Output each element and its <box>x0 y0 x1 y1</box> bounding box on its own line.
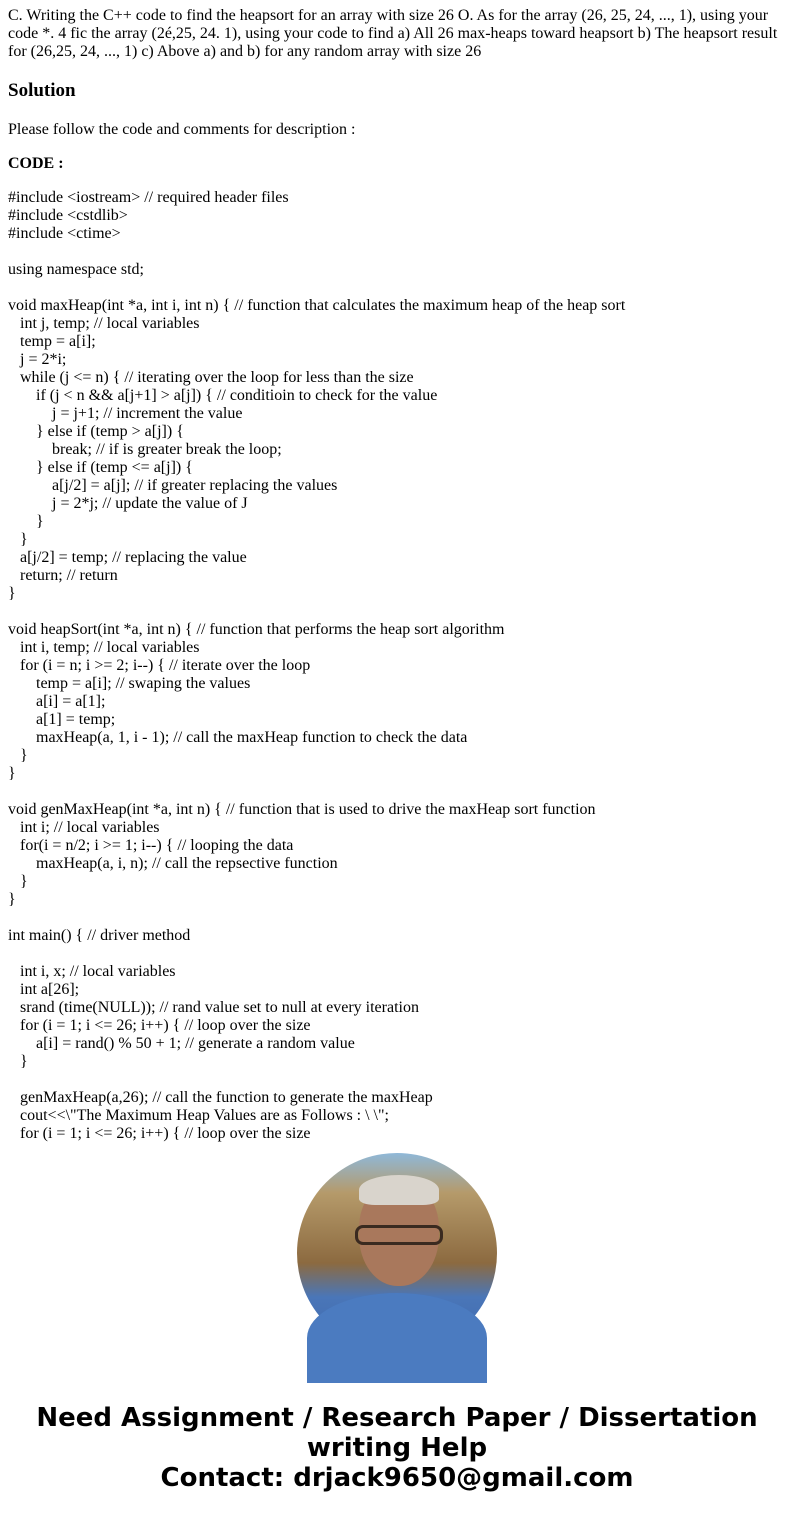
code-line: break; // if is greater break the loop; <box>8 441 282 458</box>
footer-line-1: Need Assignment / Research Paper / Dissertation <box>36 1403 758 1433</box>
code-line: return; // return <box>8 567 118 584</box>
footer-contact[interactable]: Contact: drjack9650@gmail.com <box>160 1463 634 1493</box>
code-line <box>8 279 788 297</box>
code-line: srand (time(NULL)); // rand value set to null at every iteration <box>8 999 419 1016</box>
code-line: void maxHeap(int *a, int i, int n) { // function that calculates the maximum heap of the heap sort <box>8 297 626 314</box>
code-line: j = 2*j; // update the value of J <box>8 495 248 512</box>
code-line: j = j+1; // increment the value <box>8 405 243 422</box>
code-line: a[1] = temp; <box>8 711 116 728</box>
code-line: } else if (temp <= a[j]) { <box>8 459 193 476</box>
code-line: int i, x; // local variables <box>8 963 176 980</box>
code-line: } <box>8 891 16 908</box>
code-line: a[i] = a[1]; <box>8 693 106 710</box>
code-line: temp = a[i]; // swaping the values <box>8 675 251 692</box>
code-line: maxHeap(a, i, n); // call the repsective function <box>8 855 338 872</box>
code-line: void heapSort(int *a, int n) { // function that performs the heap sort algorithm <box>8 621 505 638</box>
code-line: } else if (temp > a[j]) { <box>8 423 184 440</box>
code-line <box>8 783 788 801</box>
code-label: CODE : <box>8 155 64 172</box>
code-line: #include <cstdlib> <box>8 207 128 224</box>
code-block <box>8 189 788 1142</box>
code-line: if (j < n && a[j+1] > a[j]) { // conditioin to check for the value <box>8 387 438 404</box>
author-avatar <box>297 1153 497 1353</box>
code-line <box>8 243 788 261</box>
code-line: int main() { // driver method <box>8 927 191 944</box>
code-line: } <box>8 531 28 548</box>
code-line: j = 2*i; <box>8 351 67 368</box>
code-line: for(i = n/2; i >= 1; i--) { // looping the data <box>8 837 294 854</box>
code-line: maxHeap(a, 1, i - 1); // call the maxHeap function to check the data <box>8 729 468 746</box>
intro-text: Please follow the code and comments for description : <box>8 121 356 138</box>
code-line: } <box>8 873 28 890</box>
avatar-hair <box>359 1175 439 1205</box>
code-line: #include <iostream> // required header files <box>8 189 289 206</box>
code-line: for (i = 1; i <= 26; i++) { // loop over the size <box>8 1125 311 1142</box>
code-line: a[j/2] = a[j]; // if greater replacing the values <box>8 477 338 494</box>
code-line: int i; // local variables <box>8 819 160 836</box>
avatar-glasses <box>355 1225 443 1245</box>
footer-line-2: writing Help <box>306 1433 488 1463</box>
code-line <box>8 603 788 621</box>
code-line: } <box>8 1053 28 1070</box>
code-line: } <box>8 765 16 782</box>
code-line: void genMaxHeap(int *a, int n) { // function that is used to drive the maxHeap sort function <box>8 801 596 818</box>
code-line: } <box>8 585 16 602</box>
code-line: a[j/2] = temp; // replacing the value <box>8 549 247 566</box>
code-line: int i, temp; // local variables <box>8 639 200 656</box>
code-line: for (i = 1; i <= 26; i++) { // loop over the size <box>8 1017 311 1034</box>
code-line: } <box>8 747 28 764</box>
code-line: } <box>8 513 44 530</box>
question-text: C. Writing the C++ code to find the heapsort for an array with size 26 O. As for the array (26, 25, 24, ..., 1), using your code *. 4 fic the array (2é,25, 24. 1), using your code to find a) All 26 max-heaps toward heapsort b) The heapsort result for (26,25, 24, ..., 1) c) Above a) and b) for any random array with size 26 <box>8 7 778 60</box>
footer-banner <box>0 1403 794 1493</box>
solution-heading: Solution <box>8 80 76 101</box>
code-line: genMaxHeap(a,26); // call the function to generate the maxHeap <box>8 1089 433 1106</box>
code-line: using namespace std; <box>8 261 144 278</box>
code-line: while (j <= n) { // iterating over the loop for less than the size <box>8 369 414 386</box>
code-line: for (i = n; i >= 2; i--) { // iterate over the loop <box>8 657 311 674</box>
code-line <box>8 945 788 963</box>
avatar-shirt <box>307 1293 487 1383</box>
code-line: int j, temp; // local variables <box>8 315 200 332</box>
code-line: #include <ctime> <box>8 225 121 242</box>
code-line: int a[26]; <box>8 981 80 998</box>
code-line <box>8 1071 788 1089</box>
code-line: temp = a[i]; <box>8 333 96 350</box>
code-line <box>8 909 788 927</box>
code-line: cout<<\"The Maximum Heap Values are as Follows : \ \"; <box>8 1107 389 1124</box>
code-line: a[i] = rand() % 50 + 1; // generate a random value <box>8 1035 355 1052</box>
